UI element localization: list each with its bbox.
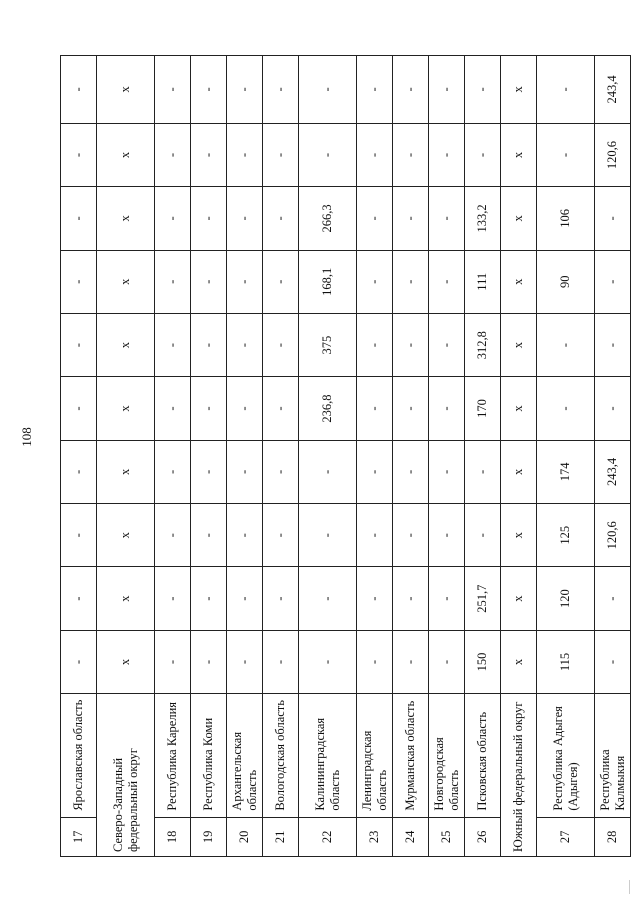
- region-name-cell: Ярославская область: [61, 694, 97, 817]
- value-cell: 243,4: [595, 56, 631, 124]
- value-cell: -: [227, 123, 263, 186]
- table-row: [299, 56, 357, 857]
- value-cell: -: [155, 504, 191, 567]
- value-cell: -: [357, 440, 393, 503]
- value-cell: -: [155, 440, 191, 503]
- row-number-cell: 27: [537, 817, 595, 856]
- value-cell: -: [357, 630, 393, 693]
- value-cell: -: [191, 313, 227, 376]
- value-cell: -: [227, 567, 263, 630]
- value-cell: -: [429, 440, 465, 503]
- value-cell: -: [191, 377, 227, 440]
- value-cell: -: [61, 630, 97, 693]
- scan-edge-mark: [629, 880, 630, 894]
- table-row: [61, 56, 97, 857]
- value-cell: -: [393, 123, 429, 186]
- table-row: [501, 56, 537, 857]
- value-cell: -: [191, 630, 227, 693]
- value-cell: 251,7: [465, 567, 501, 630]
- value-cell: -: [357, 187, 393, 250]
- table-stage: [60, 55, 626, 857]
- page-number: 108: [19, 427, 34, 447]
- row-number-cell: 28: [595, 817, 631, 856]
- value-cell: -: [61, 56, 97, 124]
- value-cell: -: [155, 250, 191, 313]
- value-cell: -: [537, 377, 595, 440]
- row-number-cell: 26: [465, 817, 501, 856]
- value-cell: -: [227, 440, 263, 503]
- value-cell: -: [227, 250, 263, 313]
- row-number-cell: 24: [393, 817, 429, 856]
- value-cell: 115: [537, 630, 595, 693]
- value-cell: 312,8: [465, 313, 501, 376]
- value-cell: х: [501, 123, 537, 186]
- region-name-cell: Республика Карелия: [155, 694, 191, 817]
- row-number-cell: 22: [299, 817, 357, 856]
- table-row: [227, 56, 263, 857]
- value-cell: -: [357, 567, 393, 630]
- value-cell: -: [263, 187, 299, 250]
- value-cell: -: [155, 56, 191, 124]
- value-cell: -: [263, 250, 299, 313]
- value-cell: х: [97, 630, 155, 693]
- value-cell: х: [97, 567, 155, 630]
- region-name-cell: Республика Калмыкия: [595, 694, 631, 817]
- value-cell: -: [299, 630, 357, 693]
- region-name-cell: Псковская область: [465, 694, 501, 817]
- table-row: [97, 56, 155, 857]
- row-number-cell: 23: [357, 817, 393, 856]
- value-cell: х: [501, 313, 537, 376]
- value-cell: -: [263, 56, 299, 124]
- value-cell: -: [429, 313, 465, 376]
- row-number-cell: 18: [155, 817, 191, 856]
- value-cell: х: [501, 187, 537, 250]
- region-name-cell: Мурманская область: [393, 694, 429, 817]
- value-cell: -: [155, 567, 191, 630]
- value-cell: -: [155, 630, 191, 693]
- district-name-cell: Южный федеральный округ: [501, 694, 537, 857]
- value-cell: -: [429, 567, 465, 630]
- value-cell: -: [393, 630, 429, 693]
- value-cell: -: [595, 187, 631, 250]
- value-cell: -: [61, 123, 97, 186]
- table-row: [595, 56, 631, 857]
- value-cell: 120: [537, 567, 595, 630]
- value-cell: 120,6: [595, 123, 631, 186]
- value-cell: -: [155, 377, 191, 440]
- value-cell: -: [191, 504, 227, 567]
- value-cell: -: [227, 630, 263, 693]
- value-cell: 120,6: [595, 504, 631, 567]
- value-cell: -: [595, 377, 631, 440]
- value-cell: -: [61, 377, 97, 440]
- value-cell: -: [263, 440, 299, 503]
- table-rotor: [60, 55, 626, 857]
- value-cell: -: [227, 313, 263, 376]
- value-cell: х: [501, 56, 537, 124]
- value-cell: -: [393, 56, 429, 124]
- value-cell: х: [97, 377, 155, 440]
- region-name-cell: Архангельская область: [227, 694, 263, 817]
- row-number-cell: 17: [61, 817, 97, 856]
- value-cell: 168,1: [299, 250, 357, 313]
- value-cell: -: [465, 56, 501, 124]
- table-row: [191, 56, 227, 857]
- region-name-cell: Новгородская область: [429, 694, 465, 817]
- region-name-cell: Республика Коми: [191, 694, 227, 817]
- value-cell: -: [357, 56, 393, 124]
- value-cell: -: [429, 504, 465, 567]
- value-cell: -: [595, 250, 631, 313]
- value-cell: 106: [537, 187, 595, 250]
- value-cell: х: [97, 250, 155, 313]
- value-cell: 90: [537, 250, 595, 313]
- value-cell: 243,4: [595, 440, 631, 503]
- value-cell: -: [393, 377, 429, 440]
- value-cell: х: [97, 313, 155, 376]
- value-cell: х: [501, 567, 537, 630]
- value-cell: -: [61, 440, 97, 503]
- value-cell: -: [61, 567, 97, 630]
- value-cell: -: [429, 250, 465, 313]
- table-row: [537, 56, 595, 857]
- value-cell: -: [155, 123, 191, 186]
- value-cell: -: [465, 123, 501, 186]
- region-name-cell: Вологодская область: [263, 694, 299, 817]
- value-cell: х: [501, 504, 537, 567]
- value-cell: -: [393, 504, 429, 567]
- value-cell: х: [97, 56, 155, 124]
- value-cell: -: [429, 123, 465, 186]
- value-cell: х: [501, 630, 537, 693]
- value-cell: х: [501, 377, 537, 440]
- value-cell: -: [191, 250, 227, 313]
- value-cell: -: [537, 123, 595, 186]
- value-cell: -: [61, 250, 97, 313]
- table-row: [263, 56, 299, 857]
- value-cell: -: [227, 187, 263, 250]
- region-name-cell: Калининградская область: [299, 694, 357, 817]
- value-cell: -: [191, 440, 227, 503]
- value-cell: -: [429, 56, 465, 124]
- value-cell: -: [393, 187, 429, 250]
- region-name-cell: Ленинградская область: [357, 694, 393, 817]
- table-row: [155, 56, 191, 857]
- value-cell: х: [97, 504, 155, 567]
- row-number-cell: 19: [191, 817, 227, 856]
- value-cell: -: [537, 313, 595, 376]
- value-cell: х: [97, 440, 155, 503]
- value-cell: -: [299, 56, 357, 124]
- value-cell: -: [61, 187, 97, 250]
- value-cell: -: [357, 250, 393, 313]
- value-cell: -: [299, 123, 357, 186]
- value-cell: -: [465, 504, 501, 567]
- value-cell: -: [393, 313, 429, 376]
- value-cell: -: [227, 377, 263, 440]
- value-cell: -: [299, 440, 357, 503]
- value-cell: 236,8: [299, 377, 357, 440]
- value-cell: -: [357, 377, 393, 440]
- region-name-cell: Республика Адыгея (Адыгея): [537, 694, 595, 817]
- row-number-cell: 25: [429, 817, 465, 856]
- value-cell: -: [357, 504, 393, 567]
- value-cell: х: [501, 440, 537, 503]
- value-cell: -: [429, 630, 465, 693]
- value-cell: -: [263, 567, 299, 630]
- row-number-cell: 20: [227, 817, 263, 856]
- value-cell: 133,2: [465, 187, 501, 250]
- table-row: [393, 56, 429, 857]
- value-cell: 170: [465, 377, 501, 440]
- value-cell: -: [595, 313, 631, 376]
- value-cell: 375: [299, 313, 357, 376]
- value-cell: -: [61, 313, 97, 376]
- value-cell: -: [299, 567, 357, 630]
- value-cell: 174: [537, 440, 595, 503]
- value-cell: -: [263, 630, 299, 693]
- row-number-cell: 21: [263, 817, 299, 856]
- value-cell: х: [97, 123, 155, 186]
- data-table: [60, 55, 631, 857]
- value-cell: -: [263, 504, 299, 567]
- value-cell: -: [357, 313, 393, 376]
- value-cell: 266,3: [299, 187, 357, 250]
- value-cell: -: [595, 567, 631, 630]
- value-cell: -: [155, 187, 191, 250]
- table-row: [357, 56, 393, 857]
- value-cell: -: [263, 377, 299, 440]
- value-cell: -: [393, 440, 429, 503]
- value-cell: -: [595, 630, 631, 693]
- value-cell: -: [263, 313, 299, 376]
- value-cell: -: [429, 377, 465, 440]
- value-cell: -: [393, 567, 429, 630]
- value-cell: -: [191, 567, 227, 630]
- value-cell: 111: [465, 250, 501, 313]
- value-cell: 125: [537, 504, 595, 567]
- table-row: [465, 56, 501, 857]
- value-cell: -: [537, 56, 595, 124]
- value-cell: -: [357, 123, 393, 186]
- district-name-cell: Северо-Западный федеральный округ: [97, 694, 155, 857]
- value-cell: х: [97, 187, 155, 250]
- value-cell: х: [501, 250, 537, 313]
- table-row: [429, 56, 465, 857]
- value-cell: -: [393, 250, 429, 313]
- value-cell: -: [299, 504, 357, 567]
- value-cell: -: [263, 123, 299, 186]
- value-cell: -: [191, 56, 227, 124]
- value-cell: -: [155, 313, 191, 376]
- value-cell: -: [61, 504, 97, 567]
- value-cell: -: [191, 123, 227, 186]
- value-cell: -: [191, 187, 227, 250]
- value-cell: -: [465, 440, 501, 503]
- value-cell: -: [227, 56, 263, 124]
- value-cell: -: [429, 187, 465, 250]
- value-cell: 150: [465, 630, 501, 693]
- value-cell: -: [227, 504, 263, 567]
